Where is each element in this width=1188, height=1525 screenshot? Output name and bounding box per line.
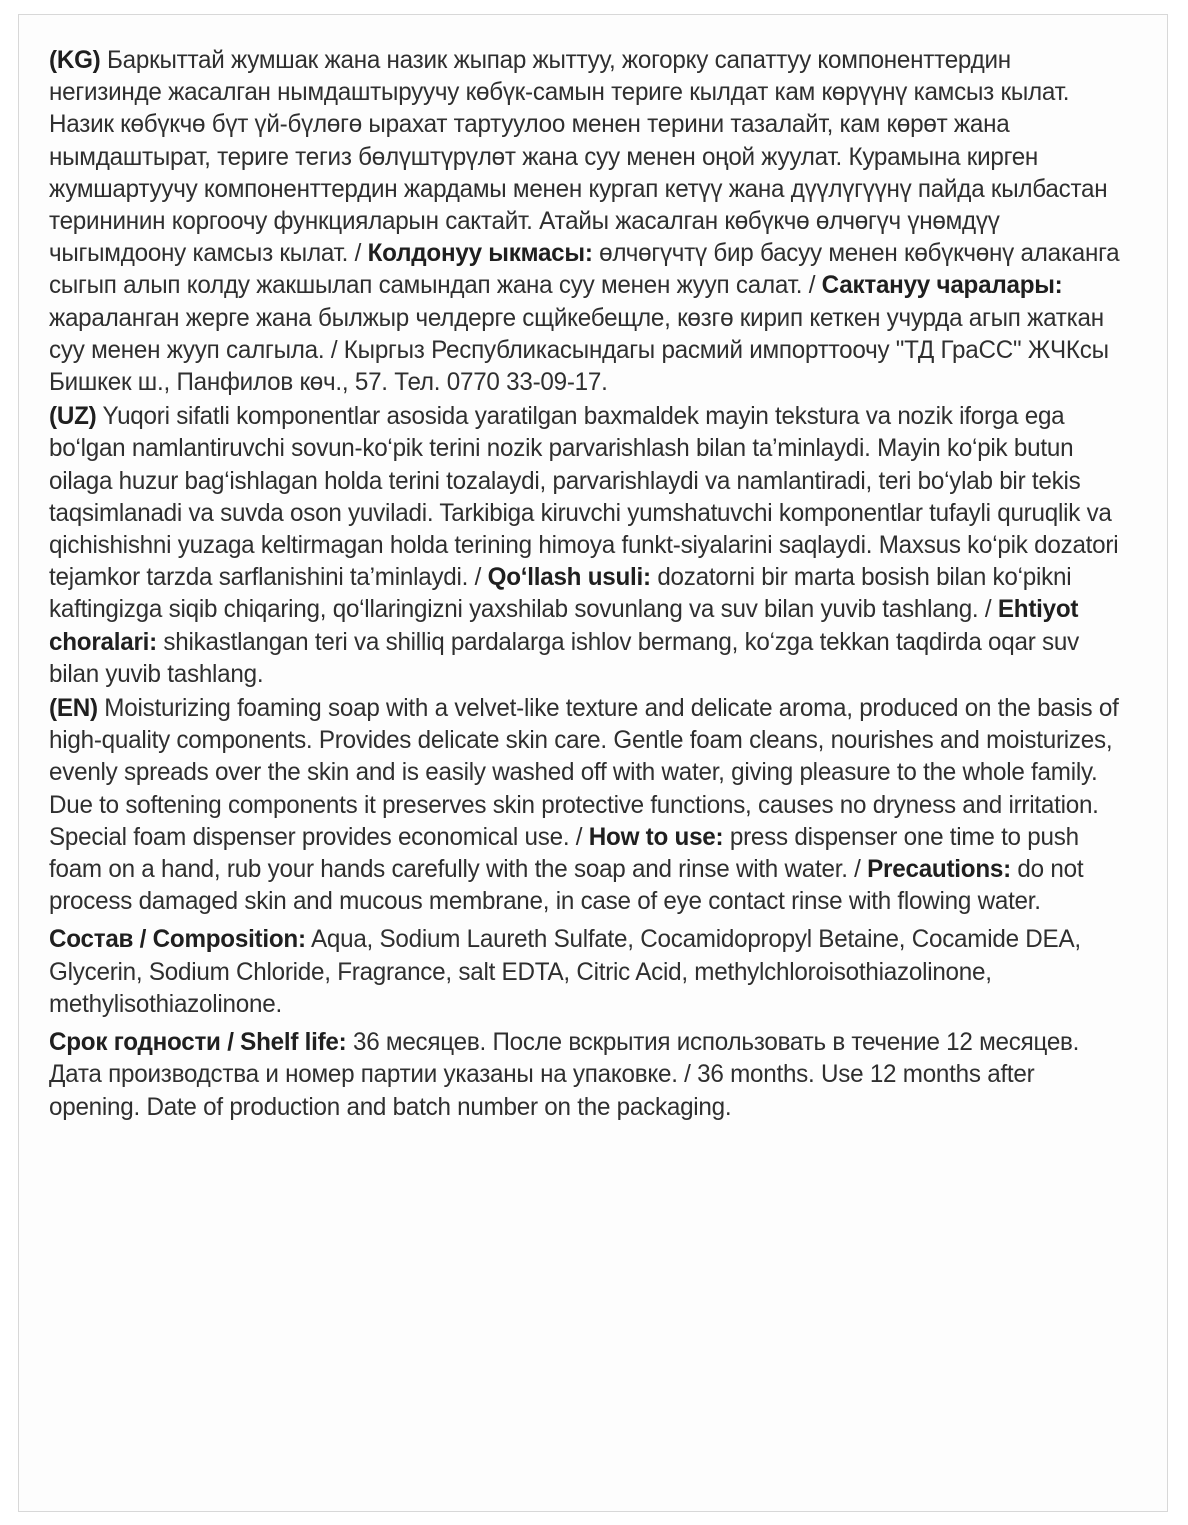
en-precautions-text: do not process damaged skin and mucous membrane, in case of eye contact rinse with flowing water. <box>49 856 1084 916</box>
uz-precautions-label: Ehtiyot choralari: <box>49 596 1079 656</box>
kg-description: Баркыттай жумшак жана назик жыпар жыттуу, жогорку сапаттуу компоненттердин негизинде жасалган нымдаштыруучу көбүк-самын териге кылдат кам көрүүнү камсыз кылат. Назик көбүкчө бүт үй-бүлөгө ырахат тартуулоо менен терини тазалайт, кам көрөт жана нымдаштырат, териге тегиз бөлүштүрүлөт жана суу менен оңой жуулат. Курамына кирген жумшартуучу компоненттердин жардамы менен кургап кетүү жана дүүлүгүүнү пайда кылбастан терининин коргоочу функцияларын сактайт. Атайы жасалган көбүкчө өлчөгүч үнөмдүү чыгымдоону камсыз кылат. / <box>49 47 1108 268</box>
section-uzbek <box>49 401 1129 691</box>
uz-usage-label: Qo‘llash usuli: <box>487 564 651 592</box>
composition-text: Aqua, Sodium Laureth Sulfate, Cocamidopropyl Betaine, Cocamide DEA, Glycerin, Sodium Chloride, Fragrance, salt EDTA, Citric Acid, methylchloroisothiazolinone, methylisothiazolinone. <box>49 926 1081 1018</box>
section-english <box>49 693 1129 918</box>
product-label-card <box>18 14 1168 1512</box>
kg-precautions-text: жараланган жерге жана былжыр челдерге сщйкебещле, көзгө кирип кеткен учурда агып жаткан суу менен жууп салгыла. / Кыргыз Республикасындагы расмий импорттоочу "ТД ГраСС" ЖЧКсы Бишкек ш., Панфилов көч., 57. Тел. 0770 33-09-17. <box>49 304 1109 397</box>
en-usage-label: How to use: <box>588 823 724 851</box>
kg-usage-text: өлчөгүчтү бир басуу менен көбүкчөнү алаканга сыгып алып колду жакшылап самындап жана суу менен жууп салат. / <box>49 240 1120 300</box>
language-code-en: (EN) <box>49 695 98 723</box>
composition-label: Состав / Composition: <box>49 926 306 954</box>
en-usage-text: press dispenser one time to push foam on a hand, rub your hands carefully with the soap and rinse with water. / <box>49 823 1079 884</box>
language-code-kg: (KG) <box>49 47 101 74</box>
shelf-life-text: 36 месяцев. После вскрытия использовать в течение 12 месяцев. Дата производства и номер партии указаны на упаковке. / 36 months. Use 12 months after opening. Date of production and batch number on the packaging. <box>49 1029 1080 1121</box>
section-kyrgyz <box>49 45 1129 399</box>
shelf-life-label: Срок годности / Shelf life: <box>49 1029 347 1057</box>
en-precautions-label: Precautions: <box>867 856 1011 884</box>
en-description: Moisturizing foaming soap with a velvet-like texture and delicate aroma, produced on the basis of high-quality components. Provides delicate skin care. Gentle foam cleans, nourishes and moisturizes, evenly spreads over the skin and is easily washed off with water, giving pleasure to the whole family. Due to softening components it preserves skin protective functions, causes no dryness and irritation. Special foam dispenser provides economical use. / <box>49 695 1119 851</box>
uz-precautions-text: shikastlangan teri va shilliq pardalarga ishlov bermang, ko‘zga tekkan taqdirda oqar suv bilan yuvib tashlang. <box>49 628 1079 688</box>
uz-description: Yuqori sifatli komponentlar asosida yaratilgan baxmaldek mayin tekstura va nozik iforga ega bo‘lgan namlantiruvchi sovun-ko‘pik terini nozik parvarishlash bilan ta’minlaydi. Mayin ko‘pik butun oilaga huzur bag‘ishlagan holda terini tozalaydi, parvarishlaydi va namlantiradi, teri bo‘ylab bir tekis taqsimlanadi va suvda oson yuviladi. Tarkibiga kiruvchi yumshatuvchi komponentlar tufayli quruqlik va qichishishni yuzaga keltirmagan holda terining himoya funkt-siyalarini saqlaydi. Maxsus ko‘pik dozatori tejamkor tarzda sarflanishini ta’minlaydi. / <box>49 403 1119 592</box>
kg-precautions-label: Сактануу чаралары: <box>821 272 1063 300</box>
language-code-uz: (UZ) <box>49 403 97 431</box>
section-composition <box>49 924 1129 1021</box>
kg-usage-label: Колдонуу ыкмасы: <box>367 240 593 268</box>
uz-usage-text: dozatorni bir marta bosish bilan ko‘pikni kaftingizga siqib chiqaring, qo‘llaringizni yaxshilab sovunlang va suv bilan yuvib tashlang. / <box>49 564 1072 624</box>
section-shelf-life <box>49 1027 1129 1124</box>
